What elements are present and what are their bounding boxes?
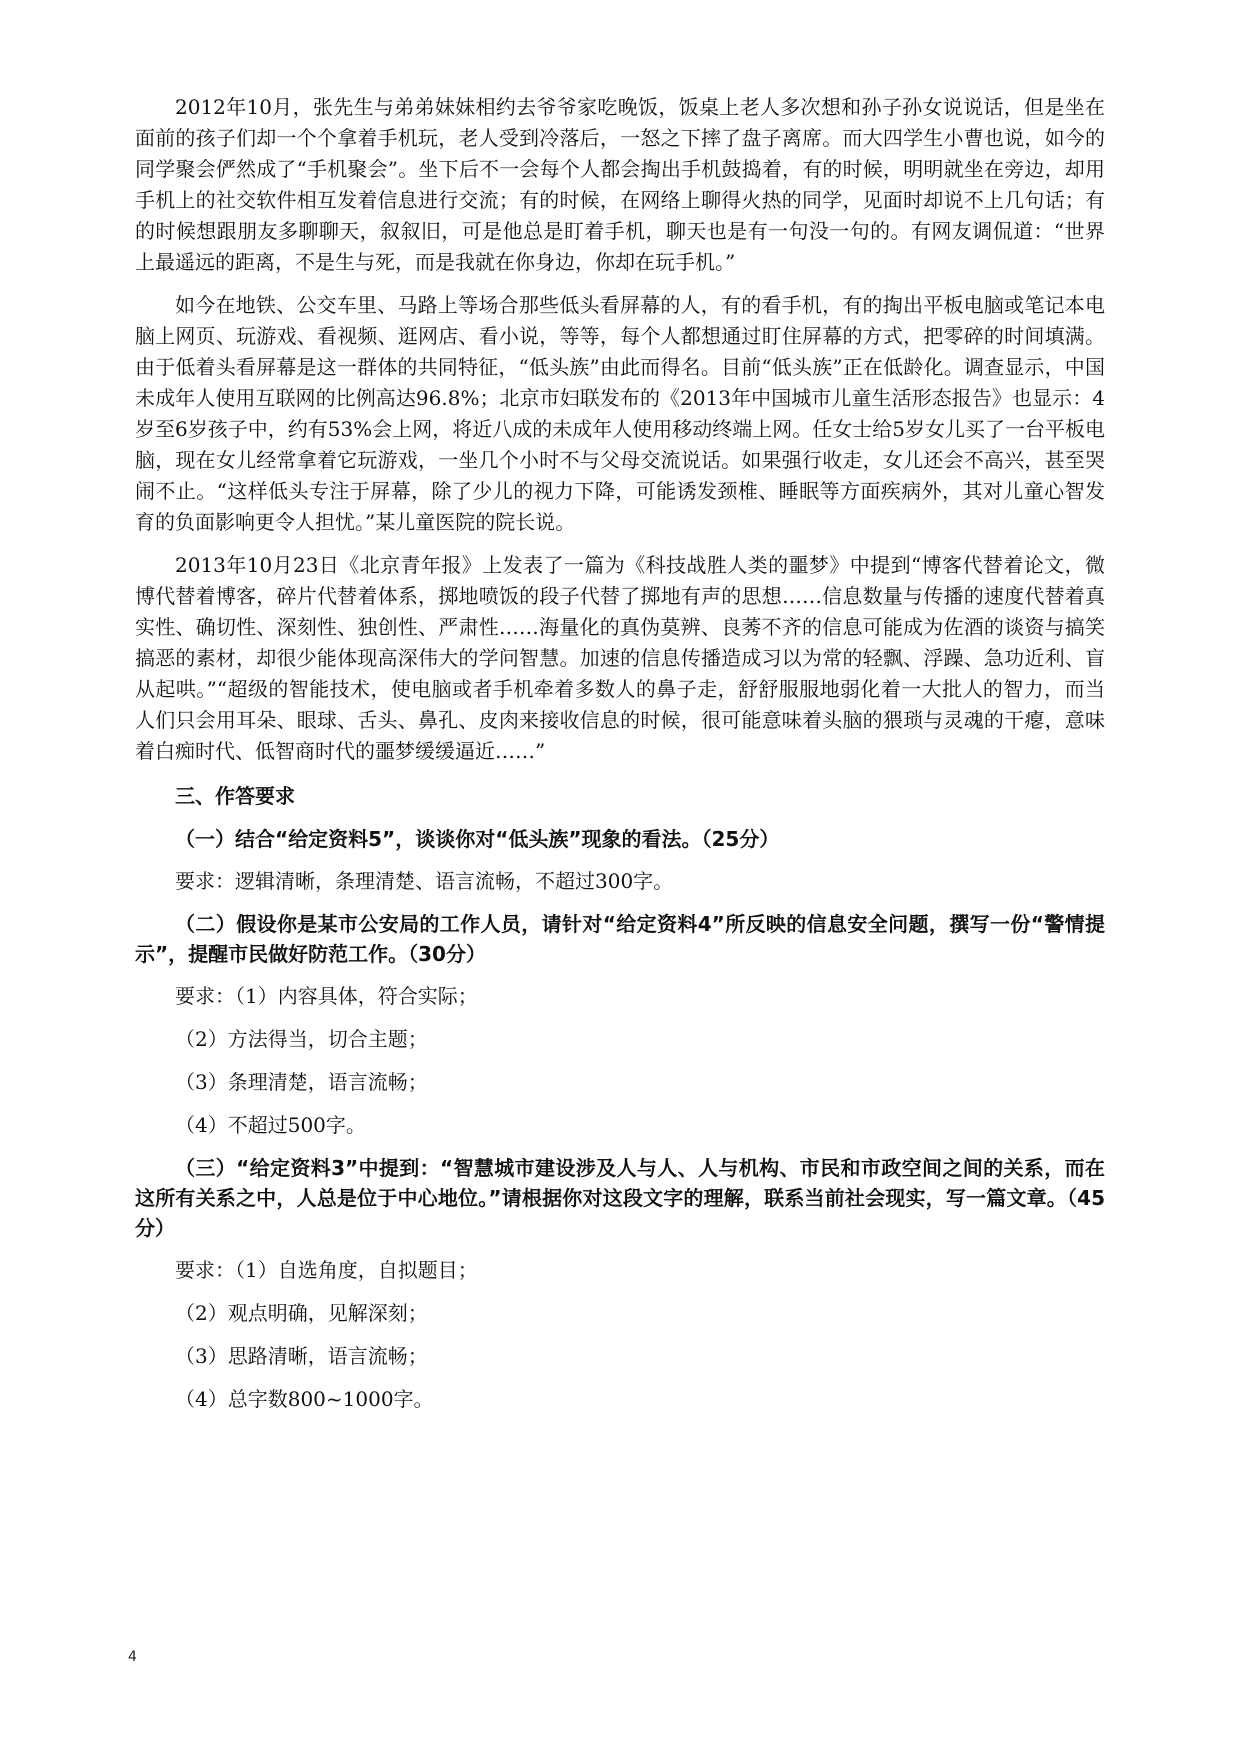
question-3-requirement-1: 要求：（1）自选角度，自拟题目；	[175, 1258, 478, 1282]
section-title: 三、作答要求	[175, 784, 295, 808]
material-paragraph-3: 2013年10月23日《北京青年报》上发表了一篇为《科技战胜人类的噩梦》中提到“博客代替着论文，微博代替着博客，碎片代替着体系，掷地喷饭的段子代替了掷地有声的思想……信息数量与传播的速度代替着真实性、确切性、深刻性、独创性、严肃性……海量化的真伪莫辨、良莠不齐的信息可能成为佐酒的谈资与搞笑搞恶的素材，却很少能体现高深伟大的学问智慧。加速的信息传播造成习以为常的轻飘、浮躁、急功近利、盲从起哄。”“超级的智能技术，使电脑或者手机牵着多数人的鼻子走，舒舒服服地弱化着一大批人的智力，而当人们只会用耳朵、眼球、舌头、鼻孔、皮肉来接收信息的时候，很可能意味着头脑的猥琐与灵魂的干瘪，意味着白痴时代、低智商时代的噩梦缓缓逼近……”	[135, 553, 1105, 763]
question-2-requirement-2: （2）方法得当，切合主题；	[175, 1027, 428, 1051]
question-1-requirement-1: 要求：逻辑清晰，条理清楚、语言流畅，不超过300字。	[175, 869, 674, 893]
question-3-requirement-4: （4）总字数800~1000字。	[175, 1387, 434, 1411]
material-paragraph-1: 2012年10月，张先生与弟弟妹妹相约去爷爷家吃晚饭，饭桌上老人多次想和孙子孙女说说话，但是坐在面前的孩子们却一个个拿着手机玩，老人受到冷落后，一怒之下摔了盘子离席。而大四学生小曹也说，如今的同学聚会俨然成了“手机聚会”。坐下后不一会每个人都会掏出手机鼓捣着，有的时候，明明就坐在旁边，却用手机上的社交软件相互发着信息进行交流；有的时候，在网络上聊得火热的同学，见面时却说不上几句话；有的时候想跟朋友多聊聊天，叙叙旧，可是他总是盯着手机，聊天也是有一句没一句的。有网友调侃道：“世界上最遥远的距离，不是生与死，而是我就在你身边，你却在玩手机。”	[135, 95, 1105, 274]
page-number: 4	[128, 1649, 137, 1665]
question-3-title: （三）“给定资料3”中提到：“智慧城市建设涉及人与人、人与机构、市民和市政空间之间的关系，而在这所有关系之中，人总是位于中心地位。”请根据你对这段文字的理解，联系当前社会现实，写一篇文章。（45分）	[135, 1156, 1105, 1240]
document-page	[135, 92, 1105, 1427]
material-paragraph-2: 如今在地铁、公交车里、马路上等场合那些低头看屏幕的人，有的看手机，有的掏出平板电脑或笔记本电脑上网页、玩游戏、看视频、逛网店、看小说，等等，每个人都想通过盯住屏幕的方式，把零碎的时间填满。由于低着头看屏幕是这一群体的共同特征，“低头族”由此而得名。目前“低头族”正在低龄化。调查显示，中国未成年人使用互联网的比例高达96.8%；北京市妇联发布的《2013年中国城市儿童生活形态报告》也显示：4岁至6岁孩子中，约有53%会上网，将近八成的未成年人使用移动终端上网。任女士给5岁女儿买了一台平板电脑，现在女儿经常拿着它玩游戏，一坐几个小时不与父母交流说话。如果强行收走，女儿还会不高兴，甚至哭闹不止。“这样低头专注于屏幕，除了少儿的视力下降，可能诱发颈椎、睡眠等方面疾病外，其对儿童心智发育的负面影响更令人担忧。”某儿童医院的院长说。	[135, 293, 1105, 534]
question-2-requirement-4: （4）不超过500字。	[175, 1113, 366, 1137]
question-2-requirement-1: 要求：（1）内容具体，符合实际；	[175, 984, 478, 1008]
question-3-requirement-2: （2）观点明确，见解深刻；	[175, 1301, 428, 1325]
question-2-title: （二）假设你是某市公安局的工作人员，请针对“给定资料4”所反映的信息安全问题，撰写一份“警情提示”，提醒市民做好防范工作。（30分）	[135, 912, 1105, 966]
question-2-requirement-3: （3）条理清楚，语言流畅；	[175, 1070, 428, 1094]
question-1-title: （一）结合“给定资料5”，谈谈你对“低头族”现象的看法。（25分）	[175, 827, 780, 851]
question-3-requirement-3: （3）思路清晰，语言流畅；	[175, 1344, 428, 1368]
